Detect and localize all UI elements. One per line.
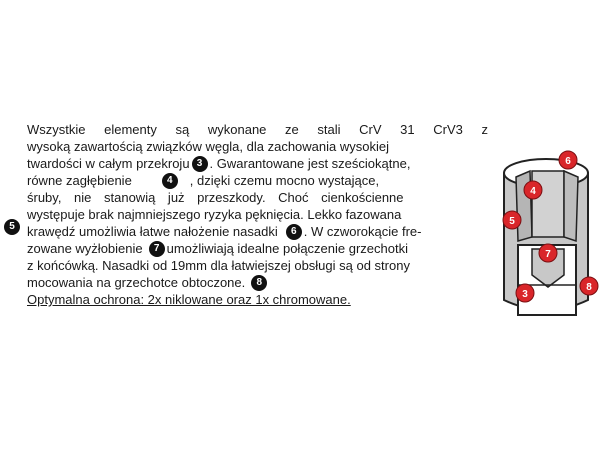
marker-label: 7 xyxy=(545,249,551,260)
marker-label: 4 xyxy=(530,186,536,197)
text-line-6 xyxy=(27,206,488,223)
text-line-7 xyxy=(27,223,488,240)
protection-note: Optymalna ochrona: 2x niklowane oraz 1x chromowane. xyxy=(27,292,351,307)
callout-badge-8: 8 xyxy=(251,275,267,291)
text-segment: śruby, nie stanowią już przeszkody. Choć cienkościenne xyxy=(27,190,404,205)
text-segment: . Gwarantowane jest sześciokątne, xyxy=(209,156,411,171)
text-segment: twardości w całym przekroju xyxy=(27,156,190,171)
text-line-11 xyxy=(27,291,488,308)
text-segment: . W czworokącie fre- xyxy=(303,224,422,239)
text-segment: równe zagłębienie xyxy=(27,173,132,188)
marker-label: 3 xyxy=(522,289,528,300)
marker-7 xyxy=(539,244,557,262)
text-line-4 xyxy=(27,172,488,189)
marker-6 xyxy=(559,151,577,169)
text-line-9 xyxy=(27,257,488,274)
marker-3 xyxy=(516,284,534,302)
text-segment: mocowania na grzechotce obtoczone. xyxy=(27,275,246,290)
callout-badge-7: 7 xyxy=(149,241,165,257)
text-segment: wysoką zawartością związków węgla, dla zachowania wysokiej xyxy=(27,139,389,154)
marker-8 xyxy=(580,277,598,295)
socket-illustration xyxy=(492,145,600,325)
text-line-10 xyxy=(27,274,488,291)
text-line-8 xyxy=(27,240,488,257)
callout-badge-5: 5 xyxy=(4,219,20,235)
text-segment: , dzięki czemu mocno wystające, xyxy=(189,173,380,188)
text-segment: Wszystkie elementy są wykonane ze stali CrV 31 CrV3 z xyxy=(27,122,488,137)
hex-wall-right xyxy=(564,171,578,241)
text-segment: krawędź umożliwia łatwe nałożenie nasadki xyxy=(27,224,278,239)
text-segment: umożliwiają idealne połączenie grzechotki xyxy=(166,241,408,256)
description-paragraph xyxy=(27,121,488,308)
marker-4 xyxy=(524,181,542,199)
text-line-5 xyxy=(27,189,488,206)
marker-label: 6 xyxy=(565,156,571,167)
callout-badge-3: 3 xyxy=(192,156,208,172)
text-line-2 xyxy=(27,138,488,155)
text-segment: występuje brak najmniejszego ryzyka pęknięcia. Lekko fazowana xyxy=(27,207,402,222)
hex-wall-center xyxy=(532,171,564,237)
text-segment: zowane wyżłobienie xyxy=(27,241,143,256)
marker-label: 5 xyxy=(509,216,515,227)
text-line-1 xyxy=(27,121,488,138)
callout-badge-4: 4 xyxy=(162,173,178,189)
marker-label: 8 xyxy=(586,282,592,293)
text-line-3 xyxy=(27,155,488,172)
text-segment: z końcówką. Nasadki od 19mm dla łatwiejszej obsługi są od strony xyxy=(27,258,410,273)
marker-5 xyxy=(503,211,521,229)
callout-badge-6: 6 xyxy=(286,224,302,240)
